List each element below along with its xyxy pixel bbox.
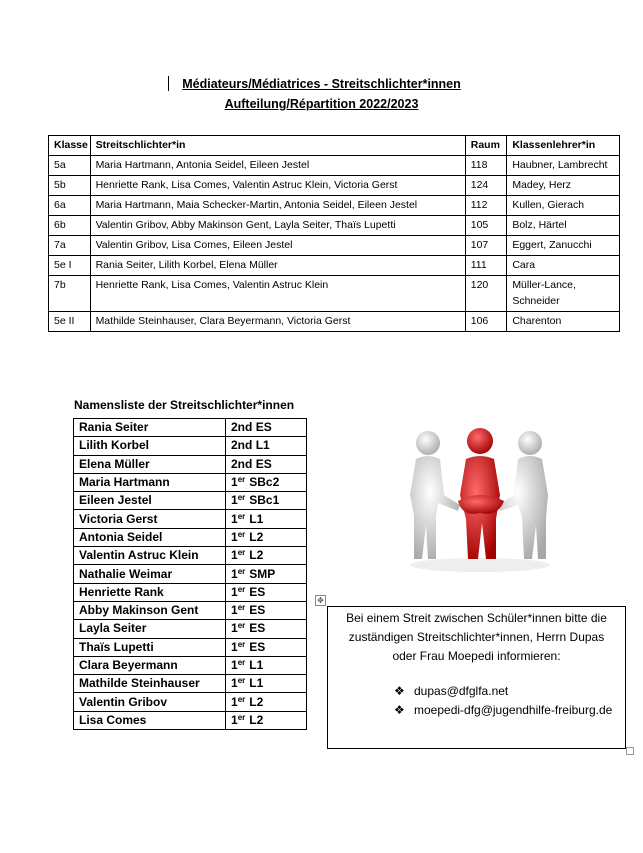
student-class <box>226 601 307 619</box>
diamond-bullet-icon: ❖ <box>394 684 405 698</box>
student-class <box>226 547 307 565</box>
teacher-cell: Kullen, Gierach <box>507 196 620 216</box>
teamwork-handshake-figures-icon <box>400 425 560 575</box>
move-handle-icon[interactable]: ✥ <box>315 595 326 606</box>
contact-email[interactable]: moepedi-dfg@jugendhilfe-freiburg.de <box>414 703 613 717</box>
room-cell: 107 <box>465 236 507 256</box>
table-row <box>74 547 307 565</box>
teacher-cell: Bolz, Härtel <box>507 216 620 236</box>
class-ordinal: er <box>237 676 246 686</box>
column-header: Raum <box>465 136 507 156</box>
class-number: 1 <box>231 511 238 526</box>
class-section: ES <box>249 603 266 618</box>
table-row <box>74 675 307 693</box>
class-number: 2nd <box>231 420 253 435</box>
table-header-row <box>49 136 620 156</box>
class-section: L1 <box>249 676 264 691</box>
names-list-title: Namensliste der Streitschlichter*innen <box>74 398 295 412</box>
room-cell: 106 <box>465 312 507 332</box>
student-name: Lisa Comes <box>74 711 226 729</box>
teacher-cell: Müller-Lance, Schneider <box>507 276 620 312</box>
class-section: L1 <box>249 658 264 672</box>
table-row <box>49 236 620 256</box>
class-number: 1 <box>231 621 238 636</box>
class-number: 1 <box>231 566 238 581</box>
class-ordinal: er <box>237 712 246 722</box>
class-number: 2nd <box>231 438 253 453</box>
class-number: 1 <box>231 676 238 691</box>
class-number: 1 <box>231 712 238 727</box>
table-row <box>74 419 307 437</box>
column-header: Streitschlichter*in <box>90 136 465 156</box>
mediators-cell: Valentin Gribov, Abby Makinson Gent, Layla Seiter, Thaïs Lupetti <box>90 216 465 236</box>
contact-item <box>394 701 625 720</box>
student-name: Nathalie Weimar <box>74 565 226 583</box>
table-row <box>74 693 307 711</box>
class-section: ES <box>255 420 272 435</box>
class-number: 1 <box>231 529 238 544</box>
class-ordinal: er <box>237 529 246 539</box>
student-class <box>226 510 307 528</box>
table-row <box>74 565 307 583</box>
resize-handle[interactable] <box>626 747 634 755</box>
class-section: L1 <box>255 438 270 453</box>
mediators-cell: Valentin Gribov, Lisa Comes, Eileen Jestel <box>90 236 465 256</box>
student-name: Mathilde Steinhauser <box>74 675 226 693</box>
student-name: Lilith Korbel <box>74 437 226 455</box>
table-row <box>49 312 620 332</box>
class-cell: 5a <box>49 156 91 176</box>
class-cell: 7a <box>49 236 91 256</box>
student-name: Maria Hartmann <box>74 473 226 491</box>
assignment-table <box>48 135 620 332</box>
table-row <box>49 216 620 236</box>
room-cell: 118 <box>465 156 507 176</box>
room-cell: 120 <box>465 276 507 312</box>
table-row <box>74 583 307 601</box>
student-class <box>226 638 307 656</box>
class-ordinal: er <box>237 511 246 521</box>
class-number: 1 <box>231 584 238 599</box>
class-cell: 6a <box>49 196 91 216</box>
class-number: 1 <box>231 603 238 618</box>
diamond-bullet-icon: ❖ <box>394 703 405 717</box>
class-ordinal: er <box>237 584 246 594</box>
teacher-cell: Cara <box>507 256 620 276</box>
mediators-cell: Henriette Rank, Lisa Comes, Valentin Astruc Klein, Victoria Gerst <box>90 176 465 196</box>
names-table <box>73 418 307 730</box>
class-section: L2 <box>249 529 264 544</box>
page-title: Médiateurs/Médiatrices - Streitschlichter*innen <box>182 77 461 91</box>
class-number: 1 <box>231 658 238 672</box>
room-cell: 105 <box>465 216 507 236</box>
contact-item <box>394 682 625 701</box>
student-name: Thaïs Lupetti <box>74 638 226 656</box>
class-ordinal: er <box>237 493 246 503</box>
class-number: 1 <box>231 548 238 563</box>
info-box <box>327 606 626 749</box>
student-class <box>226 419 307 437</box>
class-section: L2 <box>249 548 264 563</box>
table-row <box>49 276 620 312</box>
class-number: 1 <box>231 475 238 490</box>
class-ordinal: er <box>237 548 246 558</box>
room-cell: 124 <box>465 176 507 196</box>
table-row <box>49 156 620 176</box>
class-section: L2 <box>249 694 264 709</box>
mediators-cell: Mathilde Steinhauser, Clara Beyermann, Victoria Gerst <box>90 312 465 332</box>
class-section: SMP <box>249 566 276 581</box>
student-name: Victoria Gerst <box>74 510 226 528</box>
student-class <box>226 583 307 601</box>
table-row <box>49 176 620 196</box>
table-row <box>74 638 307 656</box>
class-ordinal: er <box>237 566 246 576</box>
contact-email[interactable]: dupas@dfglfa.net <box>414 684 509 698</box>
table-row <box>49 256 620 276</box>
table-row <box>74 510 307 528</box>
table-row <box>74 711 307 729</box>
class-ordinal: er <box>237 621 246 631</box>
student-name: Valentin Astruc Klein <box>74 547 226 565</box>
class-section: L2 <box>249 712 264 727</box>
table-row <box>74 656 307 674</box>
class-cell: 5e II <box>49 312 91 332</box>
student-name: Elena Müller <box>74 455 226 473</box>
class-section: SBc2 <box>249 475 280 490</box>
student-class <box>226 492 307 510</box>
teacher-cell: Eggert, Zanucchi <box>507 236 620 256</box>
room-cell: 112 <box>465 196 507 216</box>
table-row <box>74 455 307 473</box>
column-header: Klassenlehrer*in <box>507 136 620 156</box>
student-name: Antonia Seidel <box>74 528 226 546</box>
student-name: Abby Makinson Gent <box>74 601 226 619</box>
mediators-cell: Maria Hartmann, Maia Schecker-Martin, Antonia Seidel, Eileen Jestel <box>90 196 465 216</box>
class-section: L1 <box>249 511 264 526</box>
class-cell: 7b <box>49 276 91 312</box>
student-name: Layla Seiter <box>74 620 226 638</box>
student-name: Eileen Jestel <box>74 492 226 510</box>
mediators-cell: Maria Hartmann, Antonia Seidel, Eileen Jestel <box>90 156 465 176</box>
student-class <box>226 565 307 583</box>
student-class <box>226 528 307 546</box>
student-class <box>226 455 307 473</box>
mediators-cell: Rania Seiter, Lilith Korbel, Elena Müller <box>90 256 465 276</box>
mediators-cell: Henriette Rank, Lisa Comes, Valentin Astruc Klein <box>90 276 465 312</box>
teacher-cell: Haubner, Lambrecht <box>507 156 620 176</box>
student-class <box>226 620 307 638</box>
class-cell: 6b <box>49 216 91 236</box>
class-cell: 5b <box>49 176 91 196</box>
teacher-cell: Madey, Herz <box>507 176 620 196</box>
student-class <box>226 437 307 455</box>
class-section: SBc1 <box>249 493 280 508</box>
class-number: 1 <box>231 639 238 654</box>
table-row <box>74 492 307 510</box>
teacher-cell: Charenton <box>507 312 620 332</box>
student-class <box>226 656 307 674</box>
student-name: Clara Beyermann <box>74 656 226 674</box>
class-number: 2nd <box>231 456 253 471</box>
class-number: 1 <box>231 493 238 508</box>
class-number: 1 <box>231 694 238 709</box>
student-class <box>226 473 307 491</box>
class-ordinal: er <box>237 603 246 613</box>
table-row <box>49 196 620 216</box>
info-text: Bei einem Streit zwischen Schüler*innen bitte die zuständigen Streitschlichter*innen, Herrn Dupas oder Frau Moepedi informieren: <box>346 611 607 663</box>
table-row <box>74 528 307 546</box>
student-class <box>226 675 307 693</box>
class-section: ES <box>255 456 272 471</box>
class-section: ES <box>249 584 266 599</box>
table-row <box>74 437 307 455</box>
class-section: ES <box>249 621 266 636</box>
class-section: ES <box>249 639 266 654</box>
column-header: Klasse <box>49 136 91 156</box>
class-ordinal: er <box>237 639 246 649</box>
room-cell: 111 <box>465 256 507 276</box>
class-ordinal: er <box>237 658 246 667</box>
student-class <box>226 711 307 729</box>
table-row <box>74 473 307 491</box>
class-ordinal: er <box>237 475 246 485</box>
class-cell: 5e I <box>49 256 91 276</box>
table-row <box>74 601 307 619</box>
class-ordinal: er <box>237 694 246 704</box>
student-name: Henriette Rank <box>74 583 226 601</box>
student-class <box>226 693 307 711</box>
contact-list <box>328 682 625 720</box>
student-name: Valentin Gribov <box>74 693 226 711</box>
student-name: Rania Seiter <box>74 419 226 437</box>
table-row <box>74 620 307 638</box>
page-subtitle: Aufteilung/Répartition 2022/2023 <box>224 97 419 111</box>
